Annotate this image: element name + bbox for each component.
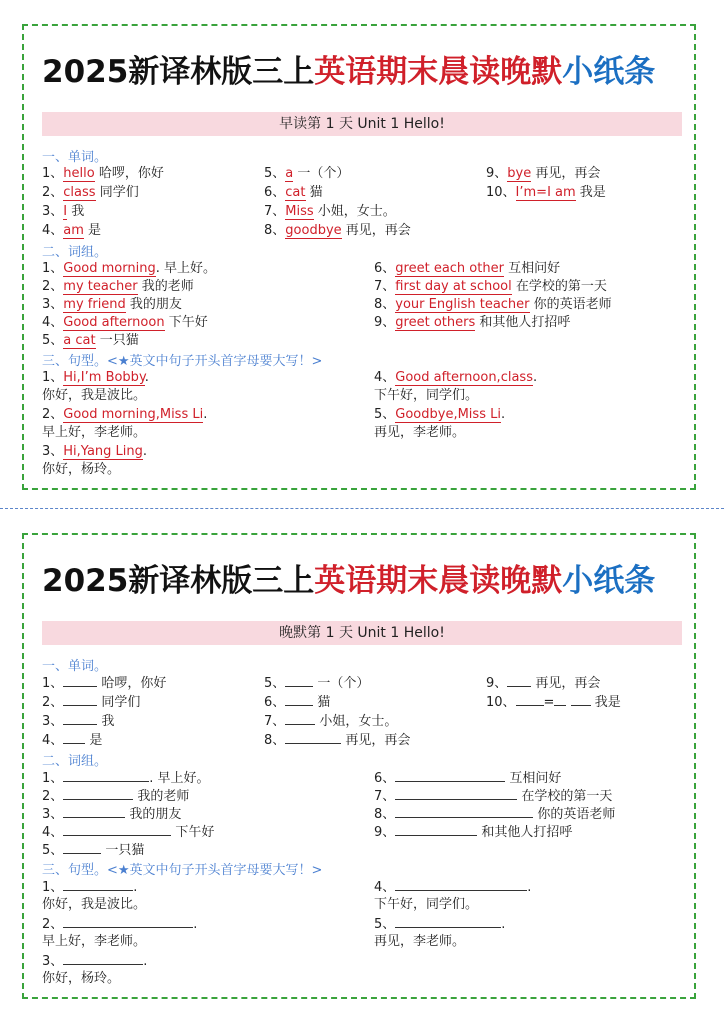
word-blank-item[interactable]: 2、 同学们: [42, 695, 141, 710]
evening-title: 2025新译林版三上英语期末晨读晚默小纸条: [42, 563, 656, 599]
sentence-item: 3、Hi,Yang Ling.: [42, 444, 148, 459]
sentence-translation: 早上好，李老师。: [42, 425, 147, 440]
word-item: 10、I’m=I am 我是: [486, 185, 606, 200]
sentence-translation: 下午好，同学们。: [374, 388, 479, 403]
word-blank-item[interactable]: 3、 我: [42, 714, 115, 729]
phrase-item: 9、greet others 和其他人打招呼: [374, 315, 571, 330]
evening-section-sentences: 三、句型。<★英文中句子开头首字母要大写！>: [42, 863, 323, 878]
phrase-item: 2、my teacher 我的老师: [42, 279, 194, 294]
evening-banner: 晚默第 1 天 Unit 1 Hello!: [42, 621, 682, 645]
word-item: 4、am 是: [42, 223, 102, 238]
word-item: 7、Miss 小姐，女士。: [264, 204, 396, 219]
word-blank-item[interactable]: 6、 猫: [264, 695, 331, 710]
word-item: 3、I 我: [42, 204, 85, 219]
sentence-translation: 你好，我是波比。: [42, 388, 147, 403]
word-blank-item[interactable]: 10、 = 我是: [486, 695, 621, 710]
sentence-blank-item[interactable]: 4、 .: [374, 880, 532, 895]
word-blank-item[interactable]: 4、 是: [42, 733, 103, 748]
morning-card: [22, 24, 696, 490]
phrase-blank-item[interactable]: 4、 下午好: [42, 825, 215, 840]
sentence-translation: 再见，李老师。: [374, 934, 466, 949]
morning-title: 2025新译林版三上英语期末晨读晚默小纸条: [42, 54, 656, 90]
phrase-blank-item[interactable]: 1、 . 早上好。: [42, 771, 210, 786]
phrase-blank-item[interactable]: 8、 你的英语老师: [374, 807, 616, 822]
sentence-blank-item[interactable]: 5、 .: [374, 917, 506, 932]
phrase-blank-item[interactable]: 5、 一只猫: [42, 843, 145, 858]
phrase-blank-item[interactable]: 6、 互相问好: [374, 771, 562, 786]
word-item: 1、hello 哈啰，你好: [42, 166, 164, 181]
sentence-item: 5、Goodbye,Miss Li.: [374, 407, 506, 422]
evening-section-phrases: 二、词组。: [42, 754, 108, 769]
sentence-item: 4、Good afternoon,class.: [374, 370, 538, 385]
sentence-blank-item[interactable]: 2、 .: [42, 917, 198, 932]
sentence-blank-item[interactable]: 1、 .: [42, 880, 138, 895]
phrase-item: 4、Good afternoon 下午好: [42, 315, 208, 330]
word-blank-item[interactable]: 5、 一（个）: [264, 676, 370, 691]
phrase-item: 7、first day at school 在学校的第一天: [374, 279, 607, 294]
word-item: 9、bye 再见，再会: [486, 166, 601, 181]
phrase-blank-item[interactable]: 3、 我的朋友: [42, 807, 182, 822]
morning-section-sentences: 三、句型。<★英文中句子开头首字母要大写！>: [42, 354, 323, 369]
phrase-item: 6、greet each other 互相问好: [374, 261, 561, 276]
evening-section-words: 一、单词。: [42, 659, 108, 674]
word-blank-item[interactable]: 7、 小姐，女士。: [264, 714, 398, 729]
phrase-item: 8、your English teacher 你的英语老师: [374, 297, 612, 312]
word-item: 2、class 同学们: [42, 185, 139, 200]
word-item: 6、cat 猫: [264, 185, 323, 200]
phrase-item: 1、Good morning. 早上好。: [42, 261, 216, 276]
word-blank-item[interactable]: 9、 再见，再会: [486, 676, 601, 691]
word-item: 5、a 一（个）: [264, 166, 350, 181]
phrase-item: 3、my friend 我的朋友: [42, 297, 182, 312]
word-blank-item[interactable]: 8、 再见，再会: [264, 733, 411, 748]
word-blank-item[interactable]: 1、 哈啰，你好: [42, 676, 167, 691]
cut-line: [0, 508, 724, 509]
sentence-translation: 你好，杨玲。: [42, 462, 121, 477]
sentence-translation: 你好，我是波比。: [42, 897, 147, 912]
morning-section-phrases: 二、词组。: [42, 245, 108, 260]
morning-banner: 早读第 1 天 Unit 1 Hello!: [42, 112, 682, 136]
phrase-blank-item[interactable]: 2、 我的老师: [42, 789, 190, 804]
phrase-blank-item[interactable]: 7、 在学校的第一天: [374, 789, 613, 804]
phrase-item: 5、a cat 一只猫: [42, 333, 139, 348]
sentence-item: 2、Good morning,Miss Li.: [42, 407, 208, 422]
sentence-translation: 下午好，同学们。: [374, 897, 479, 912]
sentence-translation: 你好，杨玲。: [42, 971, 121, 986]
evening-card: [22, 533, 696, 999]
sentence-blank-item[interactable]: 3、 .: [42, 954, 148, 969]
sentence-translation: 再见，李老师。: [374, 425, 466, 440]
word-item: 8、goodbye 再见，再会: [264, 223, 411, 238]
sentence-item: 1、Hi,I’m Bobby.: [42, 370, 149, 385]
morning-section-words: 一、单词。: [42, 150, 108, 165]
sentence-translation: 早上好，李老师。: [42, 934, 147, 949]
phrase-blank-item[interactable]: 9、 和其他人打招呼: [374, 825, 573, 840]
